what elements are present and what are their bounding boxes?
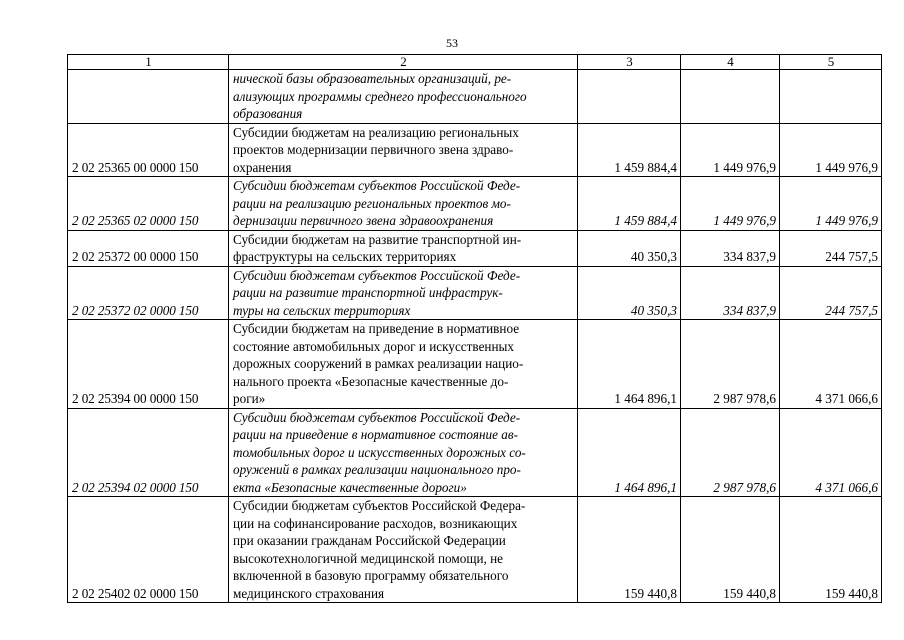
value-cell-2: 159 440,8 <box>681 497 780 603</box>
column-header-value-2: 4 <box>681 55 780 70</box>
table-row <box>68 320 882 409</box>
value-cell-3: 244 757,5 <box>780 266 882 320</box>
description-cell: Субсидии бюджетам субъектов Российской Феде- рации на реализацию региональных проектов мо- дернизации первичного звена здравоохранения <box>229 177 578 231</box>
description-cell: нической базы образовательных организаций, ре- ализующих программы среднего профессионального образования <box>229 70 578 124</box>
value-cell-1 <box>578 70 681 124</box>
value-cell-3: 4 371 066,6 <box>780 408 882 497</box>
column-header-value-3: 5 <box>780 55 882 70</box>
budget-code-cell: 2 02 25402 02 0000 150 <box>68 497 229 603</box>
budget-code-cell: 2 02 25372 00 0000 150 <box>68 230 229 266</box>
value-cell-1: 1 464 896,1 <box>578 320 681 409</box>
value-cell-3 <box>780 70 882 124</box>
value-cell-2: 334 837,9 <box>681 230 780 266</box>
table-row <box>68 266 882 320</box>
value-cell-1: 159 440,8 <box>578 497 681 603</box>
budget-code-cell: 2 02 25394 00 0000 150 <box>68 320 229 409</box>
column-header-value-1: 3 <box>578 55 681 70</box>
value-cell-3: 4 371 066,6 <box>780 320 882 409</box>
value-cell-2: 334 837,9 <box>681 266 780 320</box>
page-number: 53 <box>446 36 458 50</box>
value-cell-1: 1 459 884,4 <box>578 177 681 231</box>
budget-revenue-table <box>67 54 882 603</box>
budget-code-cell: 2 02 25372 02 0000 150 <box>68 266 229 320</box>
description-cell: Субсидии бюджетам на реализацию региональных проектов модернизации первичного звена здраво- охранения <box>229 123 578 177</box>
table-row <box>68 70 882 124</box>
table-row <box>68 408 882 497</box>
table-row <box>68 230 882 266</box>
table-row <box>68 123 882 177</box>
column-header-name: 2 <box>229 55 578 70</box>
table-body <box>68 70 882 603</box>
description-cell: Субсидии бюджетам на развитие транспортной ин- фраструктуры на сельских территориях <box>229 230 578 266</box>
description-cell: Субсидии бюджетам на приведение в нормативное состояние автомобильных дорог и искусственных дорожных сооружений в рамках реализации нацио- нального проекта «Безопасные качественные до- роги» <box>229 320 578 409</box>
value-cell-3: 1 449 976,9 <box>780 123 882 177</box>
value-cell-2: 2 987 978,6 <box>681 320 780 409</box>
value-cell-2 <box>681 70 780 124</box>
value-cell-3: 244 757,5 <box>780 230 882 266</box>
column-header-code: 1 <box>68 55 229 70</box>
budget-code-cell: 2 02 25394 02 0000 150 <box>68 408 229 497</box>
value-cell-1: 1 464 896,1 <box>578 408 681 497</box>
description-cell: Субсидии бюджетам субъектов Российской Феде- рации на развитие транспортной инфраструк- туры на сельских территориях <box>229 266 578 320</box>
value-cell-3: 1 449 976,9 <box>780 177 882 231</box>
table-header-row <box>68 55 882 70</box>
budget-code-cell: 2 02 25365 02 0000 150 <box>68 177 229 231</box>
budget-code-cell <box>68 70 229 124</box>
value-cell-3: 159 440,8 <box>780 497 882 603</box>
description-cell: Субсидии бюджетам субъектов Российской Феде- рации на приведение в нормативное состояние ав- томобильных дорог и искусственных дорожных со- оружений в рамках реализации национального про- екта «Безопасные качественные дороги» <box>229 408 578 497</box>
value-cell-1: 40 350,3 <box>578 230 681 266</box>
value-cell-2: 1 449 976,9 <box>681 123 780 177</box>
value-cell-1: 1 459 884,4 <box>578 123 681 177</box>
value-cell-1: 40 350,3 <box>578 266 681 320</box>
value-cell-2: 1 449 976,9 <box>681 177 780 231</box>
description-cell: Субсидии бюджетам субъектов Российской Федера- ции на софинансирование расходов, возникающих при оказании гражданам Российской Федерации высокотехнологичной медицинской помощи, не включенной в базовую программу обязательного медицинского страхования <box>229 497 578 603</box>
value-cell-2: 2 987 978,6 <box>681 408 780 497</box>
budget-code-cell: 2 02 25365 00 0000 150 <box>68 123 229 177</box>
table-row <box>68 177 882 231</box>
table-row <box>68 497 882 603</box>
